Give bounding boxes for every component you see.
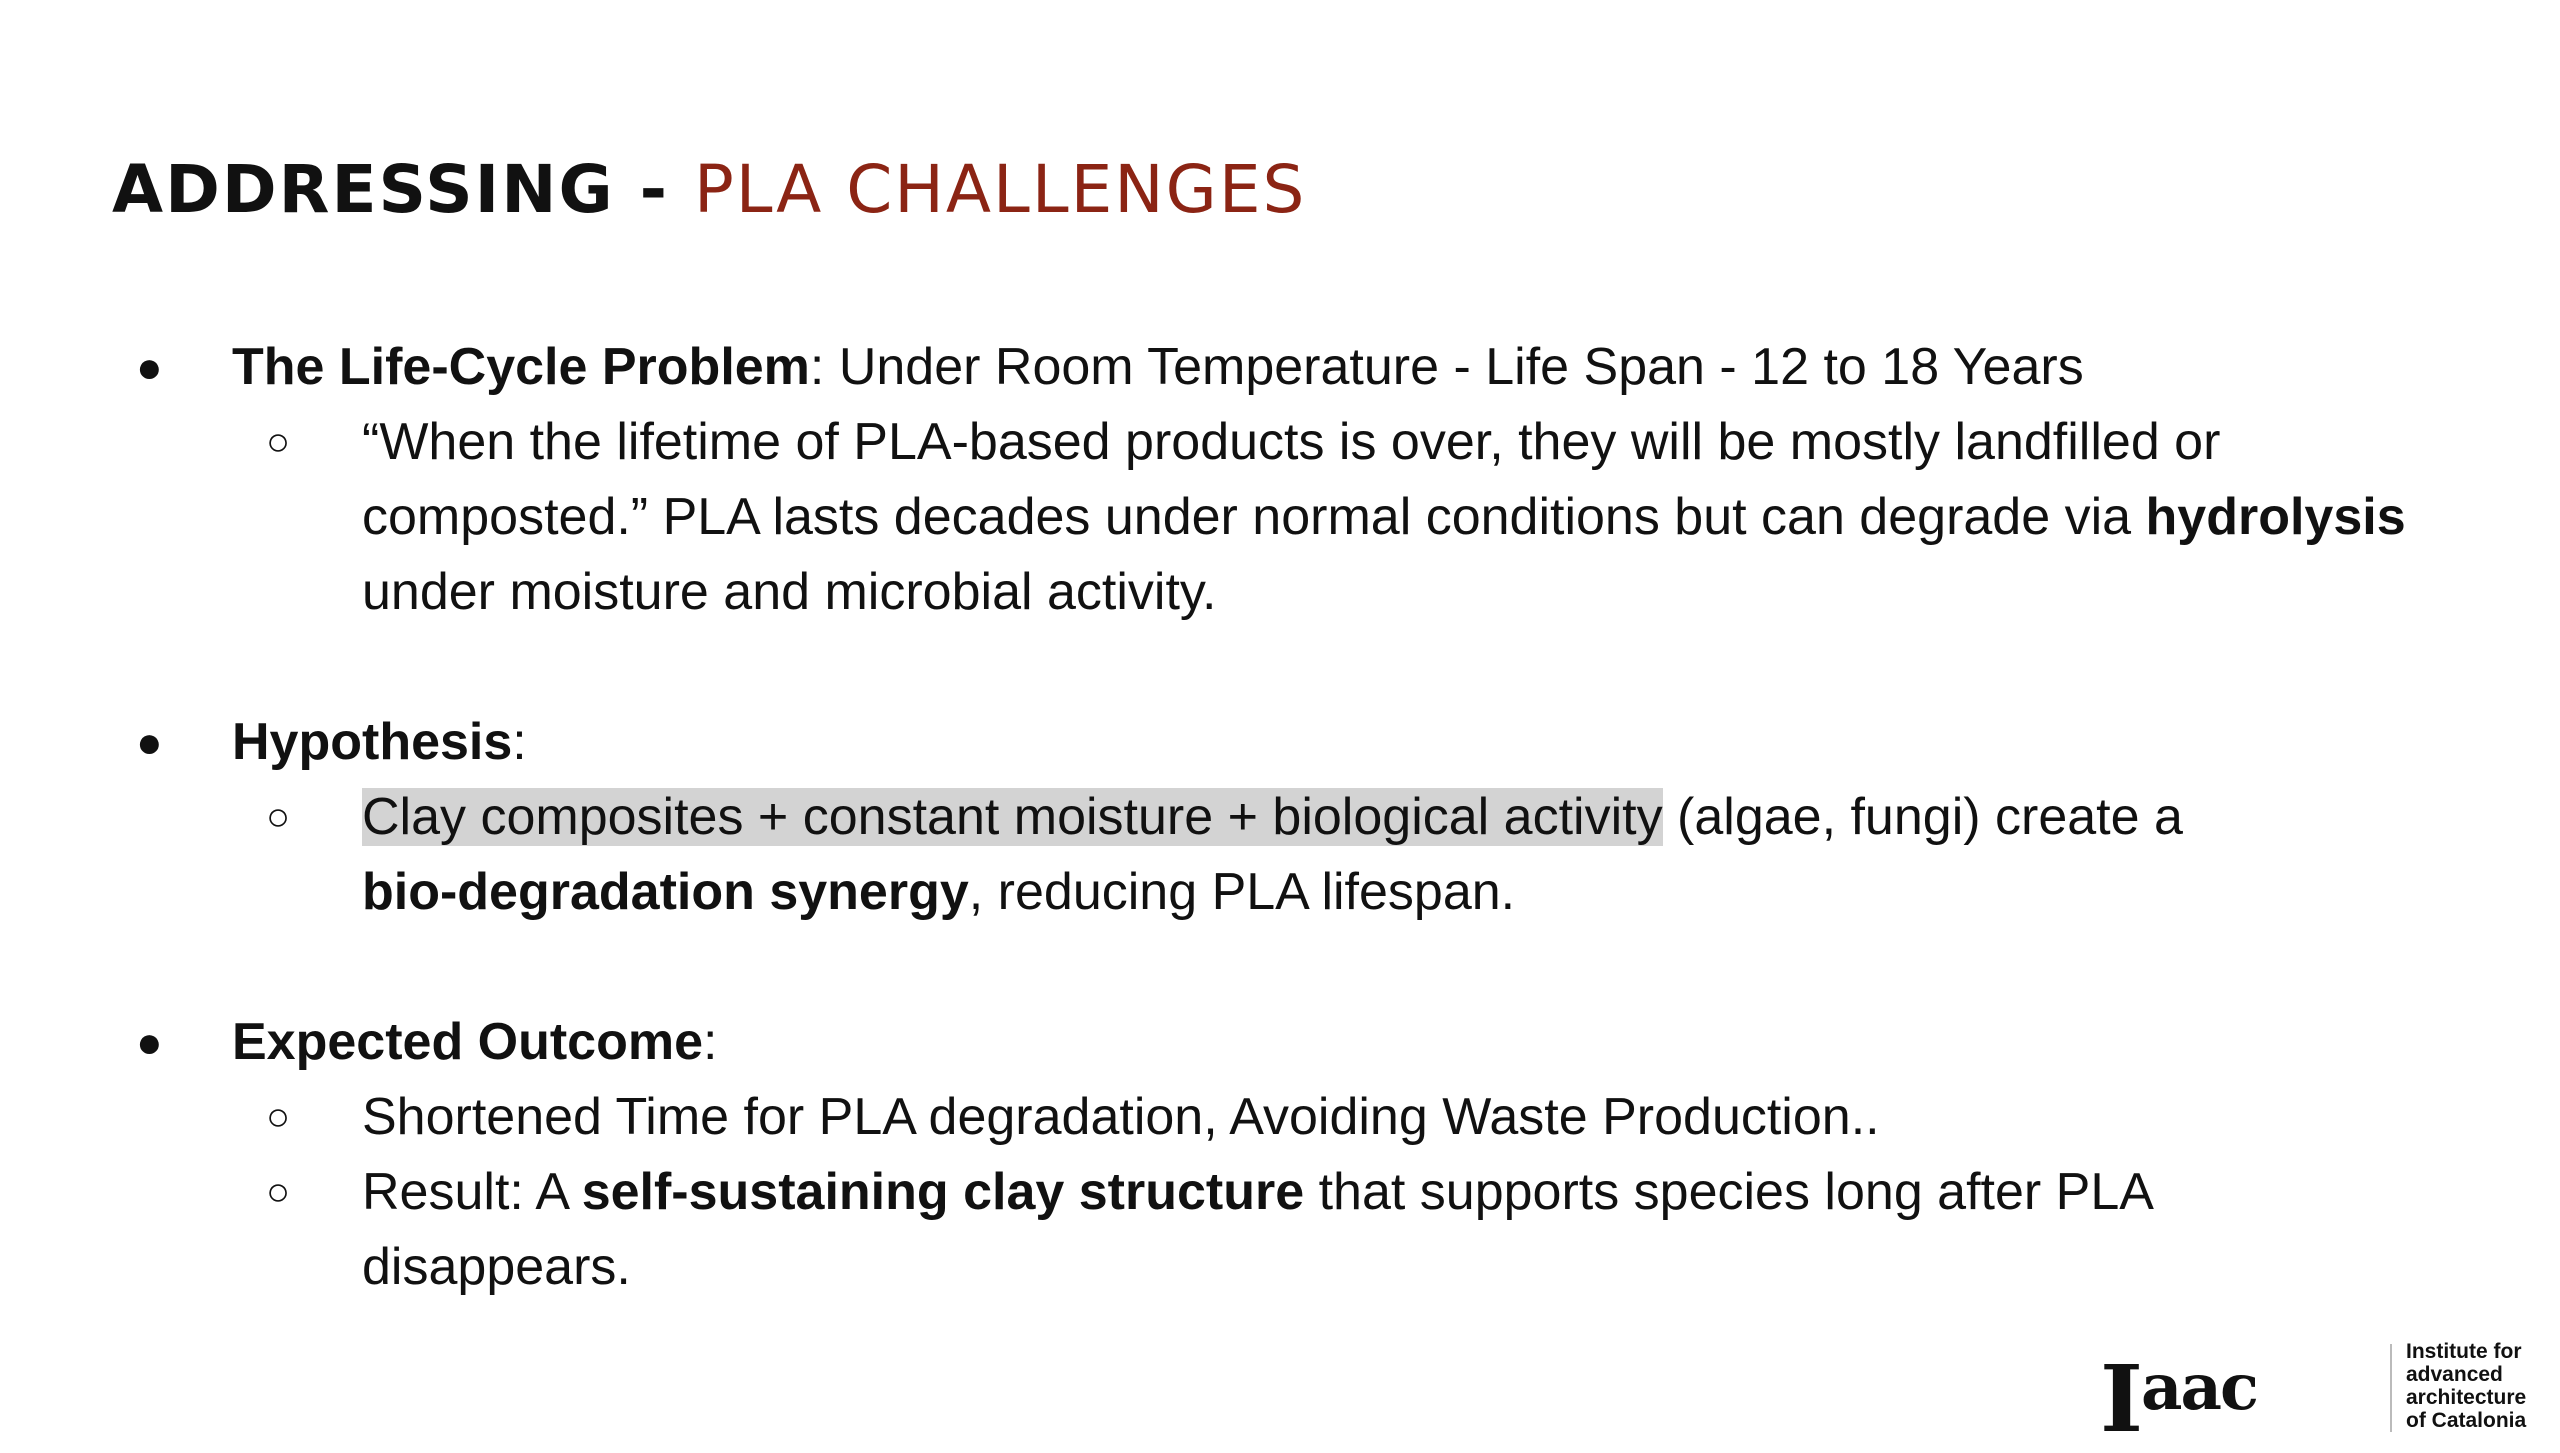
bullet-text: :	[703, 1013, 718, 1071]
sub-bullet-bold-text: bio-degradation synergy	[362, 863, 969, 921]
sub-bullet-continuation	[0, 480, 2560, 555]
sub-bullet-continuation	[0, 855, 2560, 930]
bullet-list	[0, 330, 2560, 1305]
spacer	[0, 630, 2560, 705]
logo-divider	[2390, 1344, 2392, 1432]
bullet-heading: The Life-Cycle Problem	[232, 338, 810, 396]
bullet-text: : Under Room Temperature - Life Span - 12 to 18 Years	[809, 338, 2084, 396]
sub-bullet-continuation	[0, 555, 2560, 630]
sub-bullet-item	[0, 780, 2560, 855]
bullet-text: :	[512, 713, 527, 771]
sub-bullet-text: “When the lifetime of PLA-based products is over, they will be mostly landfilled or	[362, 413, 2221, 471]
sub-bullet-text: that supports species long after PLA	[1304, 1163, 2154, 1221]
logo-wordmark	[2406, 1340, 2526, 1432]
sub-bullet-bold-text: hydrolysis	[2145, 488, 2406, 546]
sub-bullet-text: (algae, fungi) create a	[1662, 788, 2183, 846]
title-part-2: PLA CHALLENGES	[693, 151, 1307, 228]
iaac-logo-mark	[2100, 1338, 2257, 1453]
sub-bullet-text: disappears.	[362, 1238, 631, 1296]
bullet-heading: Expected Outcome	[232, 1013, 704, 1071]
logo-line: architecture	[2406, 1386, 2527, 1409]
sub-bullet-item	[0, 1155, 2560, 1230]
bullet-item	[0, 1005, 2560, 1080]
bullet-disc-icon: ●	[136, 718, 163, 767]
bullet-circle-icon: ○	[266, 420, 291, 464]
bullet-lifecycle	[0, 330, 2560, 630]
logo-line: advanced	[2406, 1363, 2503, 1386]
bullet-disc-icon: ●	[136, 343, 163, 392]
title-separator: -	[614, 151, 694, 228]
spacer	[0, 930, 2560, 1005]
sub-bullet-text: Shortened Time for PLA degradation, Avoiding Waste Production..	[362, 1088, 1880, 1146]
logo-mark-aa: aa	[2141, 1350, 2220, 1425]
slide-title	[112, 150, 1306, 230]
bullet-circle-icon: ○	[266, 1095, 291, 1139]
sub-bullet-text: Result: A	[362, 1163, 582, 1221]
logo-line: Institute for	[2406, 1340, 2522, 1363]
bullet-item	[0, 705, 2560, 780]
sub-bullet-item	[0, 405, 2560, 480]
bullet-disc-icon: ●	[136, 1018, 163, 1067]
highlighted-text[interactable]: Clay composites + constant moisture + biological activity	[362, 788, 1663, 846]
title-part-1: ADDRESSING	[112, 151, 615, 228]
sub-bullet-text: composted.” PLA lasts decades under normal conditions but can degrade via	[362, 488, 2146, 546]
logo-mark-c: c	[2219, 1350, 2257, 1425]
bullet-outcome	[0, 1005, 2560, 1305]
logo-line: of Catalonia	[2406, 1409, 2527, 1432]
logo-mark-i: I	[2100, 1345, 2142, 1453]
sub-bullet-bold-text: self-sustaining clay structure	[581, 1163, 1305, 1221]
bullet-circle-icon: ○	[266, 795, 291, 839]
bullet-circle-icon: ○	[266, 1170, 291, 1214]
sub-bullet-continuation	[0, 1230, 2560, 1305]
bullet-heading: Hypothesis	[232, 713, 513, 771]
sub-bullet-text: , reducing PLA lifespan.	[968, 863, 1516, 921]
sub-bullet-item	[0, 1080, 2560, 1155]
iaac-logo	[2100, 1338, 2540, 1453]
bullet-hypothesis	[0, 705, 2560, 930]
sub-bullet-text: under moisture and microbial activity.	[362, 563, 1217, 621]
bullet-item	[0, 330, 2560, 405]
